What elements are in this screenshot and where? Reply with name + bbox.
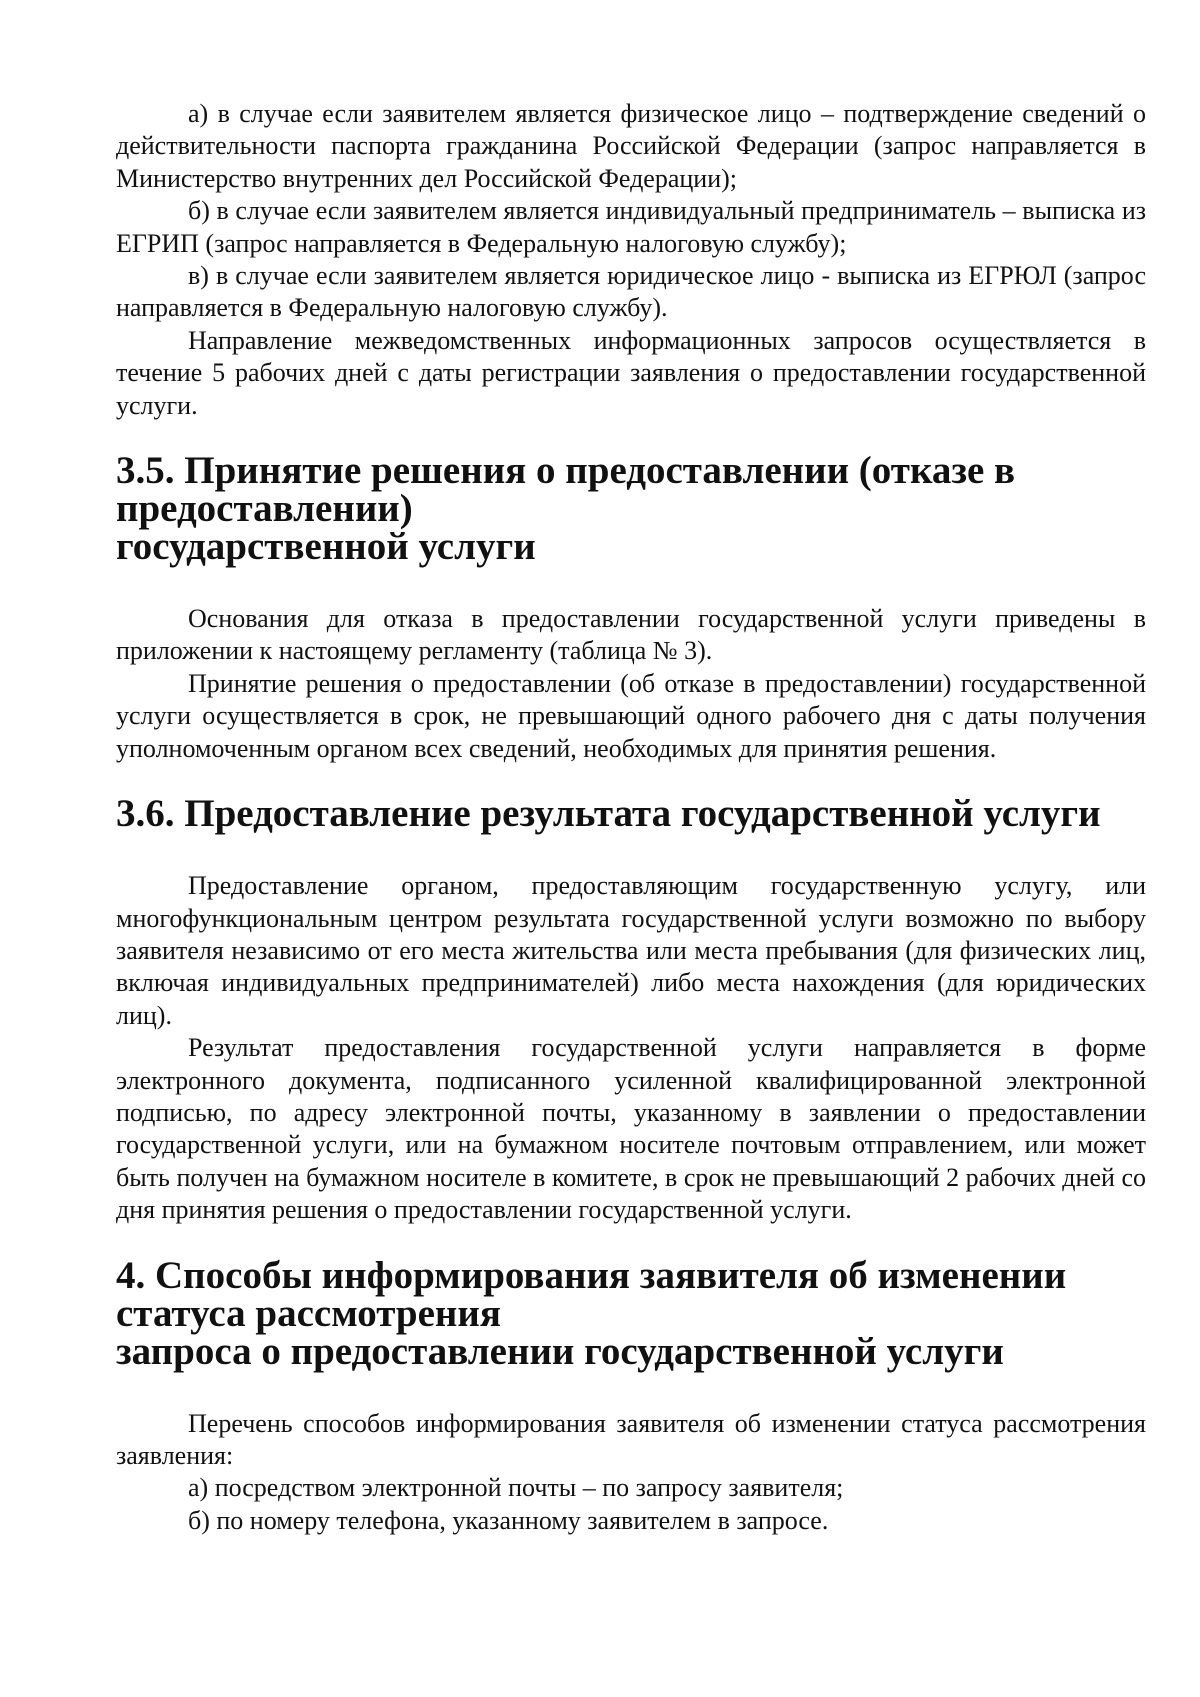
paragraph-inform-phone: б) по номеру телефона, указанному заявителем в запросе. xyxy=(188,1505,829,1535)
section-heading-3-5 xyxy=(116,449,1146,569)
paragraph-inform-methods: Перечень способов информирования заявителя об изменении статуса рассмотрения заявления: xyxy=(116,1408,1146,1470)
document-body xyxy=(116,98,1146,1537)
section-heading-4 xyxy=(116,1253,1146,1373)
paragraph-interagency-requests: Направление межведомственных информационных запросов осуществляется в течение 5 рабочих дней с даты регистрации заявления о предоставлении государственной услуги. xyxy=(116,325,1146,420)
section-heading-3-6 xyxy=(116,792,1146,836)
paragraph-refusal-grounds: Основания для отказа в предоставлении государственной услуги приведены в приложении к настоящему регламенту (таблица № 3). xyxy=(116,604,1146,666)
section-heading-3-6-line1: 3.6. Предоставление результата государственной услуги xyxy=(116,792,1101,836)
section-heading-4-line1: 4. Способы информирования заявителя об изменении статуса рассмотрения xyxy=(116,1253,1067,1335)
section-heading-3-5-line1: 3.5. Принятие решения о предоставлении (отказе в предоставлении) xyxy=(116,449,1016,531)
paragraph-inform-email: а) посредством электронной почты – по запросу заявителя; xyxy=(188,1473,844,1503)
paragraph-passport-check: а) в случае если заявителем является физическое лицо – подтверждение сведений о действительности паспорта гражданина Российской Федерации (запрос направляется в Министерство внутренних дел Российской Федерации); xyxy=(116,99,1146,193)
section-heading-3-5-line2: государственной услуги xyxy=(116,525,536,569)
section-heading-4-line2: запроса о предоставлении государственной услуги xyxy=(116,1329,1004,1373)
paragraph-result-form: Результат предоставления государственной услуги направляется в форме электронного документа, подписанного усиленной квалифицированной электронной подписью, по адресу электронной почты, указанному в заявлении о предоставлении государственной услуги, или на бумажном носителе почтовым отправлением, или может быть получен на бумажном носителе в комитете, в срок не превышающий 2 рабочих дней со дня принятия решения о предоставлении государственной услуги. xyxy=(116,1033,1146,1225)
paragraph-result-delivery: Предоставление органом, предоставляющим государственную услугу, или многофункциональным центром результата государственной услуги возможно по выбору заявителя независимо от его места жительства или места пребывания (для физических лиц, включая индивидуальных предпринимателей) либо места нахождения (для юридических лиц). xyxy=(116,871,1146,1030)
paragraph-decision-term: Принятие решения о предоставлении (об отказе в предоставлении) государственной услуги осуществляется в срок, не превышающий одного рабочего дня с даты получения уполномоченным органом всех сведений, необходимых для принятия решения. xyxy=(116,668,1146,763)
paragraph-egrip-extract: б) в случае если заявителем является индивидуальный предприниматель – выписка из ЕГРИП (запрос направляется в Федеральную налоговую службу); xyxy=(116,196,1146,258)
paragraph-egrul-extract: в) в случае если заявителем является юридическое лицо - выписка из ЕГРЮЛ (запрос направляется в Федеральную налоговую службу). xyxy=(116,261,1146,323)
